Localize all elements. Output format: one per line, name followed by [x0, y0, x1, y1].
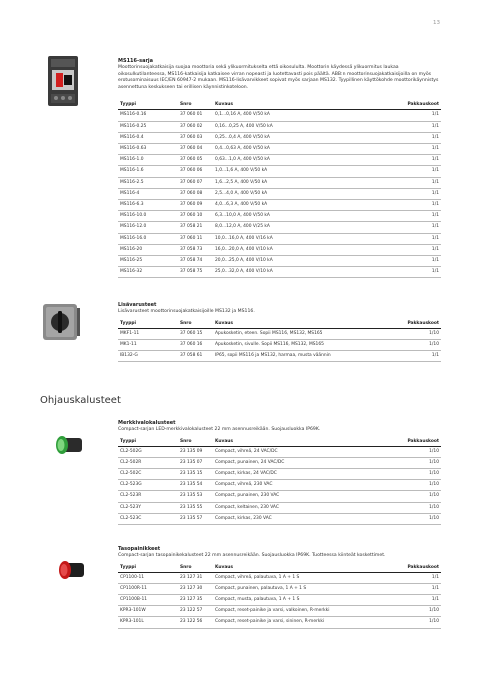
- table-row: [118, 617, 441, 628]
- table-row: [118, 267, 441, 278]
- cell-snro: 23 122 56: [178, 617, 213, 628]
- cell-description: Compact, vihreä, palautuva, 1 A + 1 S: [213, 572, 385, 583]
- cell-snro: 23 135 09: [178, 446, 213, 457]
- pushbuttons-description: Compact-sarjan tasopainikekalusteet 22 mm asennusreikään. Suojausluokka IP69K. Tuotteessa kiinteät koskettimet.: [118, 553, 386, 558]
- cell-pack: 1/1: [385, 188, 441, 199]
- col-description: Kuvaus: [213, 438, 385, 447]
- cell-snro: 37 058 74: [178, 256, 213, 267]
- cell-snro: 37 058 61: [178, 351, 213, 362]
- table-row: [118, 502, 441, 513]
- cell-type: MS116-20: [118, 244, 178, 255]
- accessories-section: [118, 302, 441, 362]
- pushbuttons-table: [118, 564, 441, 629]
- cell-pack: 1/1: [385, 222, 441, 233]
- table-row: [118, 177, 441, 188]
- table-row: [118, 110, 441, 121]
- cell-type: MS116-0.25: [118, 121, 178, 132]
- cell-type: KPR3-101W: [118, 606, 178, 617]
- table-row: [118, 469, 441, 480]
- col-type: Tyyppi: [118, 101, 178, 110]
- table-row: [118, 143, 441, 154]
- table-header-row: [118, 320, 441, 329]
- cell-description: Compact, reset-painike ja varsi, valkoinen, R-merkki: [213, 606, 385, 617]
- cell-type: MS116-16.0: [118, 233, 178, 244]
- cell-snro: 37 058 73: [178, 244, 213, 255]
- pilot-light-image: [52, 430, 86, 460]
- cell-type: MS116-1.6: [118, 166, 178, 177]
- col-pack: Pakkauskoot: [385, 101, 441, 110]
- cell-type: CP1100B-11: [118, 595, 178, 606]
- page-number: 13: [433, 20, 440, 26]
- cell-pack: 1/1: [385, 244, 441, 255]
- col-pack: Pakkauskoot: [385, 438, 441, 447]
- cell-snro: 37 058 21: [178, 222, 213, 233]
- enclosure-image: [40, 298, 82, 344]
- motor-protector-image: [42, 52, 84, 110]
- cell-description: 0,1...0,16 A, 400 V/50 kA: [213, 110, 385, 121]
- cell-type: MS116-0.4: [118, 132, 178, 143]
- cell-snro: 37 060 04: [178, 143, 213, 154]
- cell-snro: 23 135 53: [178, 491, 213, 502]
- cell-description: IP65, sopii MS116 ja MS132, harmaa, musta väännin: [213, 351, 385, 362]
- cell-pack: 1/10: [385, 480, 441, 491]
- table-header-row: [118, 101, 441, 110]
- cell-snro: 23 135 57: [178, 513, 213, 524]
- cell-snro: 23 135 55: [178, 502, 213, 513]
- table-row: [118, 222, 441, 233]
- col-type: Tyyppi: [118, 320, 178, 329]
- cell-type: MK1-11: [118, 339, 178, 350]
- col-pack: Pakkauskoot: [385, 564, 441, 573]
- cell-snro: 37 060 11: [178, 233, 213, 244]
- cell-description: Compact, vihreä, 230 VAC: [213, 480, 385, 491]
- cell-description: Compact, keltainen, 230 VAC: [213, 502, 385, 513]
- cell-type: CL2-523Y: [118, 502, 178, 513]
- pilot-lights-title: Merkkivalokalusteet: [118, 420, 176, 426]
- cell-description: 0,16...0,25 A, 400 V/50 kA: [213, 121, 385, 132]
- cell-pack: 1/1: [385, 595, 441, 606]
- cell-type: CL2-502C: [118, 469, 178, 480]
- cell-type: MS116-12.0: [118, 222, 178, 233]
- cell-pack: 1/10: [385, 446, 441, 457]
- cell-description: Compact, kirkas, 230 VAC: [213, 513, 385, 524]
- cell-description: 0,63...1,0 A, 400 V/50 kA: [213, 155, 385, 166]
- pilot-lights-section: [118, 420, 441, 525]
- cell-snro: 23 135 54: [178, 480, 213, 491]
- cell-type: MS116-25: [118, 256, 178, 267]
- table-row: [118, 457, 441, 468]
- col-snro: Snro: [178, 101, 213, 110]
- cell-snro: 37 060 16: [178, 339, 213, 350]
- table-row: [118, 233, 441, 244]
- cell-description: 20,0...25,0 A, 400 V/10 kA: [213, 256, 385, 267]
- cell-snro: 37 060 03: [178, 132, 213, 143]
- cell-type: IB132-G: [118, 351, 178, 362]
- cell-pack: 1/10: [385, 491, 441, 502]
- cell-pack: 1/10: [385, 513, 441, 524]
- cell-snro: 37 060 07: [178, 177, 213, 188]
- accessories-title: Lisävarusteet: [118, 302, 157, 308]
- cell-snro: 23 127 35: [178, 595, 213, 606]
- cell-type: CL2-502R: [118, 457, 178, 468]
- cell-description: Apukosketin, eteen. Sopii MS116, MS132, MS165: [213, 328, 385, 339]
- col-type: Tyyppi: [118, 438, 178, 447]
- cell-pack: 1/1: [385, 143, 441, 154]
- pilot-lights-description: Compact-sarjan LED-merkkivalokalusteet 22 mm asennusreikään. Suojausluokka IP69K.: [118, 427, 321, 432]
- cell-description: 0,25...0,4 A, 400 V/50 kA: [213, 132, 385, 143]
- cell-type: CL2-523C: [118, 513, 178, 524]
- cell-pack: 1/1: [385, 233, 441, 244]
- cell-snro: 37 060 02: [178, 121, 213, 132]
- pushbuttons-title: Tasopainikkeet: [118, 546, 161, 552]
- table-row: [118, 513, 441, 524]
- cell-pack: 1/10: [385, 469, 441, 480]
- table-row: [118, 351, 441, 362]
- cell-pack: 1/1: [385, 572, 441, 583]
- cell-pack: 1/10: [385, 328, 441, 339]
- cell-snro: 23 122 57: [178, 606, 213, 617]
- accessories-table: [118, 320, 441, 363]
- pilot-lights-table: [118, 438, 441, 525]
- ms116-title: MS116-sarja: [118, 58, 153, 64]
- cell-type: CL2-502G: [118, 446, 178, 457]
- ms116-table: [118, 101, 441, 278]
- pushbutton-image: [54, 555, 88, 585]
- cell-pack: 1/10: [385, 502, 441, 513]
- cell-description: Compact, reset-painike ja varsi, sininen, R-merkki: [213, 617, 385, 628]
- cell-description: 1,0...1,6 A, 400 V/50 kA: [213, 166, 385, 177]
- table-header-row: [118, 564, 441, 573]
- cell-description: Compact, kirkas, 24 VAC/DC: [213, 469, 385, 480]
- cell-type: KPR3-101L: [118, 617, 178, 628]
- cell-type: CL2-523G: [118, 480, 178, 491]
- cell-pack: 1/1: [385, 256, 441, 267]
- cell-pack: 1/1: [385, 110, 441, 121]
- cell-type: CP1100-11: [118, 572, 178, 583]
- cell-description: 2,5...4,0 A, 400 V/50 kA: [213, 188, 385, 199]
- col-description: Kuvaus: [213, 320, 385, 329]
- cell-type: MS116-32: [118, 267, 178, 278]
- cell-type: MS116-0.63: [118, 143, 178, 154]
- cell-type: MKF1-11: [118, 328, 178, 339]
- ms116-description: Moottorinsuojakatkaisija suojaa moottoria sekä ylikuormitukselta että oikosululta. Moottorin käydessä ylikuormitus laukaa oikosulkutilanteessa, MS116-katkaisija katkaisee virran nopeasti ja luotettavasti pois päältä. ABB:n moottorinsuojakatkaisijoilla on myös erotusominaisuus IEC/EN 60947-2 mukaan. MS116-lisävarvikkeet sopivat myös sarjaan MS132. Tyypillinen käyttökohde moottorikäynnistys asennettuna keskukseen tai erillisen käynnistinkoteloon.: [118, 65, 439, 90]
- cell-description: 16,0...20,0 A, 400 V/10 kA: [213, 244, 385, 255]
- cell-snro: 37 060 08: [178, 188, 213, 199]
- cell-snro: 37 060 06: [178, 166, 213, 177]
- table-row: [118, 166, 441, 177]
- section-heading: Ohjauskalusteet: [40, 395, 121, 406]
- cell-pack: 1/10: [385, 457, 441, 468]
- col-description: Kuvaus: [213, 564, 385, 573]
- table-row: [118, 606, 441, 617]
- table-row: [118, 200, 441, 211]
- cell-pack: 1/10: [385, 617, 441, 628]
- cell-type: CP1100R-11: [118, 583, 178, 594]
- cell-type: MS116-10.0: [118, 211, 178, 222]
- cell-pack: 1/1: [385, 211, 441, 222]
- col-snro: Snro: [178, 320, 213, 329]
- cell-pack: 1/1: [385, 200, 441, 211]
- cell-pack: 1/1: [385, 177, 441, 188]
- table-row: [118, 595, 441, 606]
- table-row: [118, 491, 441, 502]
- table-row: [118, 132, 441, 143]
- cell-snro: 37 060 05: [178, 155, 213, 166]
- table-row: [118, 211, 441, 222]
- cell-description: Compact, punainen, 230 VAC: [213, 491, 385, 502]
- cell-pack: 1/1: [385, 583, 441, 594]
- cell-pack: 1/1: [385, 267, 441, 278]
- cell-snro: 37 060 15: [178, 328, 213, 339]
- pushbuttons-section: [118, 546, 441, 629]
- cell-description: 8,0...12,0 A, 400 V/25 kA: [213, 222, 385, 233]
- cell-pack: 1/10: [385, 339, 441, 350]
- accessories-description: Lisävarusteet moottorinsuojakatkaisijoille MS132 ja MS116.: [118, 309, 255, 314]
- col-snro: Snro: [178, 564, 213, 573]
- cell-type: MS116-2.5: [118, 177, 178, 188]
- cell-description: Compact, punainen, palautuva, 1 A + 1 S: [213, 583, 385, 594]
- cell-description: 10,0...16,0 A, 400 V/16 kA: [213, 233, 385, 244]
- table-row: [118, 244, 441, 255]
- table-row: [118, 583, 441, 594]
- cell-description: 1,6...2,5 A, 400 V/50 kA: [213, 177, 385, 188]
- cell-snro: 23 135 07: [178, 457, 213, 468]
- cell-type: CL2-523R: [118, 491, 178, 502]
- cell-description: Compact, musta, palautuva, 1 A + 1 S: [213, 595, 385, 606]
- cell-description: 25,0...32,0 A, 400 V/10 kA: [213, 267, 385, 278]
- cell-pack: 1/1: [385, 166, 441, 177]
- cell-description: Apukosketin, sivulle. Sopii MS116, MS132, MS165: [213, 339, 385, 350]
- cell-description: Compact, punainen, 24 VAC/DC: [213, 457, 385, 468]
- table-row: [118, 480, 441, 491]
- table-row: [118, 339, 441, 350]
- cell-snro: 37 058 75: [178, 267, 213, 278]
- table-row: [118, 121, 441, 132]
- table-header-row: [118, 438, 441, 447]
- cell-pack: 1/1: [385, 121, 441, 132]
- cell-description: Compact, vihreä, 24 VAC/DC: [213, 446, 385, 457]
- table-row: [118, 155, 441, 166]
- col-snro: Snro: [178, 438, 213, 447]
- table-row: [118, 188, 441, 199]
- cell-pack: 1/1: [385, 351, 441, 362]
- cell-type: MS116-0.16: [118, 110, 178, 121]
- cell-type: MS116-1.0: [118, 155, 178, 166]
- table-row: [118, 446, 441, 457]
- col-pack: Pakkauskoot: [385, 320, 441, 329]
- col-type: Tyyppi: [118, 564, 178, 573]
- cell-description: 4,0...6,3 A, 400 V/50 kA: [213, 200, 385, 211]
- cell-snro: 23 135 15: [178, 469, 213, 480]
- table-row: [118, 572, 441, 583]
- cell-snro: 37 060 09: [178, 200, 213, 211]
- col-description: Kuvaus: [213, 101, 385, 110]
- cell-snro: 23 127 31: [178, 572, 213, 583]
- cell-description: 6,3...10,0 A, 400 V/50 kA: [213, 211, 385, 222]
- cell-snro: 23 127 30: [178, 583, 213, 594]
- cell-snro: 37 060 01: [178, 110, 213, 121]
- cell-description: 0,4...0,63 A, 400 V/50 kA: [213, 143, 385, 154]
- cell-type: MS116-6.3: [118, 200, 178, 211]
- cell-pack: 1/1: [385, 155, 441, 166]
- cell-type: MS116-4: [118, 188, 178, 199]
- cell-pack: 1/10: [385, 606, 441, 617]
- ms116-section: [118, 58, 441, 278]
- cell-pack: 1/1: [385, 132, 441, 143]
- cell-snro: 37 060 10: [178, 211, 213, 222]
- table-row: [118, 256, 441, 267]
- table-row: [118, 328, 441, 339]
